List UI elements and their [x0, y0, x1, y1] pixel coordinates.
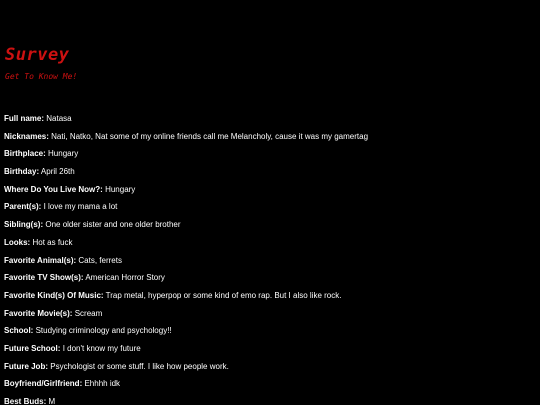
field-favorite-animals [4, 256, 536, 274]
field-school [4, 326, 536, 344]
field-future-job [4, 362, 536, 380]
field-value: Ehhhh idk [84, 379, 121, 389]
field-label: Best Buds: [4, 397, 47, 405]
field-birthday [4, 167, 536, 185]
field-label: Nicknames: [4, 131, 49, 141]
field-label: Favorite Animal(s): [4, 255, 77, 265]
page-title: Survey [5, 45, 70, 65]
field-value: M [48, 397, 56, 405]
field-value: Natasa [46, 114, 72, 123]
field-label: Sibling(s): [4, 220, 44, 230]
field-label: Birthday: [4, 167, 40, 177]
field-value: Hungary [105, 184, 136, 194]
field-relationship [4, 379, 536, 397]
field-favorite-movies [4, 309, 536, 327]
field-label: Birthplace: [4, 149, 46, 159]
field-value: Nati, Natko, Nat some of my online friends call me Melancholy, cause it was my gamertag [51, 131, 369, 141]
field-value: Scream [74, 308, 103, 318]
field-full-name [4, 114, 536, 132]
field-siblings [4, 220, 536, 238]
field-value: American Horror Story [85, 273, 165, 283]
field-favorite-tv-shows [4, 273, 536, 291]
field-value: Studying criminology and psychology!! [35, 326, 172, 336]
field-value: I love my mama a lot [43, 202, 118, 212]
field-label: Where Do You Live Now?: [4, 184, 103, 194]
field-future-school [4, 344, 536, 362]
field-label: Future School: [4, 343, 61, 353]
field-label: Looks: [4, 237, 31, 247]
field-value: I don't know my future [62, 343, 141, 353]
field-label: Full name: [4, 114, 45, 123]
field-value: Hungary [48, 149, 79, 159]
field-nicknames [4, 132, 536, 150]
survey-header [5, 44, 77, 82]
field-value: Hot as fuck [32, 237, 73, 247]
field-label: Favorite TV Show(s): [4, 273, 84, 283]
field-current-location [4, 185, 536, 203]
field-value: April 26th [40, 167, 75, 177]
field-value: Cats, ferrets [78, 255, 122, 265]
field-looks [4, 238, 536, 256]
page-subtitle: Get To Know Me! [5, 72, 78, 81]
field-favorite-music [4, 291, 536, 309]
survey-fields [4, 114, 536, 405]
field-birthplace [4, 149, 536, 167]
field-label: Future Job: [4, 361, 48, 371]
field-value: One older sister and one older brother [45, 220, 181, 230]
field-parents [4, 202, 536, 220]
field-label: Parent(s): [4, 202, 42, 212]
field-best-buds [4, 397, 536, 405]
field-value: Trap metal, hyperpop or some kind of emo rap. But I also like rock. [105, 290, 342, 300]
field-label: School: [4, 326, 34, 336]
field-label: Boyfriend/Girlfriend: [4, 379, 83, 389]
field-label: Favorite Movie(s): [4, 308, 73, 318]
field-value: Psychologist or some stuff. I like how people work. [50, 361, 229, 371]
field-label: Favorite Kind(s) Of Music: [4, 290, 104, 300]
